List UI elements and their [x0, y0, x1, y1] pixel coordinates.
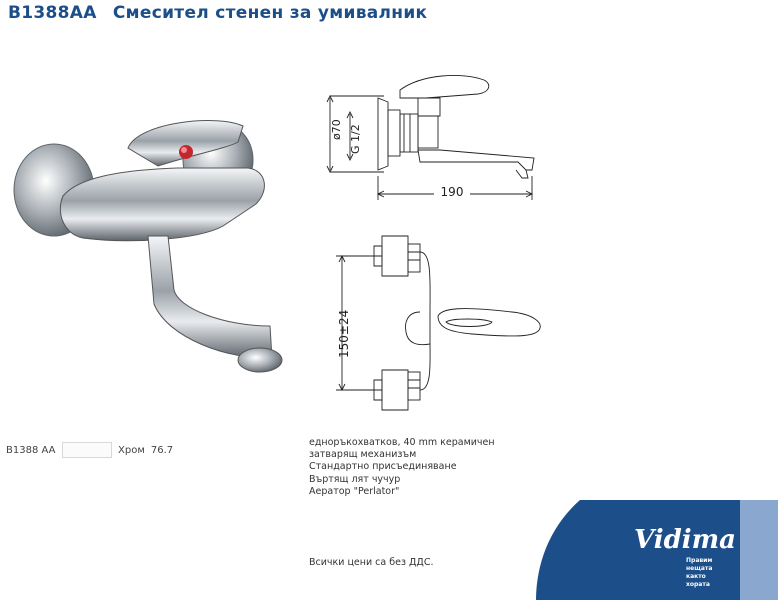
- product-code: B1388 AA: [6, 444, 56, 456]
- spacing-label: 150±24: [337, 309, 351, 358]
- features-list: [309, 437, 495, 498]
- brand-tagline: хората: [686, 581, 710, 588]
- diameter-label: ø70: [330, 119, 343, 140]
- feature-line: еднoръкохватков, 40 mm керамичен: [309, 437, 495, 448]
- page-title: [8, 3, 427, 23]
- feature-line: Въртящ лят чучур: [309, 473, 401, 485]
- price-row: [6, 442, 173, 458]
- model-number: B1388AA: [8, 3, 97, 23]
- feature-line: Стандартно присъединяване: [309, 461, 457, 473]
- faucet-photo: [8, 108, 298, 378]
- technical-drawing-side: [322, 58, 552, 208]
- faucet-body: [60, 121, 264, 241]
- faucet-spout: [148, 236, 282, 372]
- brand-tagline: Правим: [686, 557, 713, 564]
- product-name: Смесител стенен за умивалник: [112, 3, 428, 23]
- thread-label: G 1/2: [349, 124, 362, 154]
- price-value: 76.7: [150, 444, 174, 456]
- depth-label: 190: [440, 185, 464, 199]
- brand-block: [536, 500, 778, 600]
- finish-swatch: [62, 442, 112, 458]
- brand-logo: Vidima: [634, 525, 737, 555]
- technical-drawing-front: [322, 222, 552, 422]
- brand-tagline: нещата: [686, 565, 713, 572]
- finish-name: Хром: [118, 444, 145, 456]
- vat-note: Всички цени са без ДДС.: [309, 557, 434, 568]
- feature-line: Аератор "Perlator": [309, 485, 400, 497]
- feature-line: затварящ механизъм: [309, 449, 417, 461]
- brand-tagline: както: [686, 573, 706, 580]
